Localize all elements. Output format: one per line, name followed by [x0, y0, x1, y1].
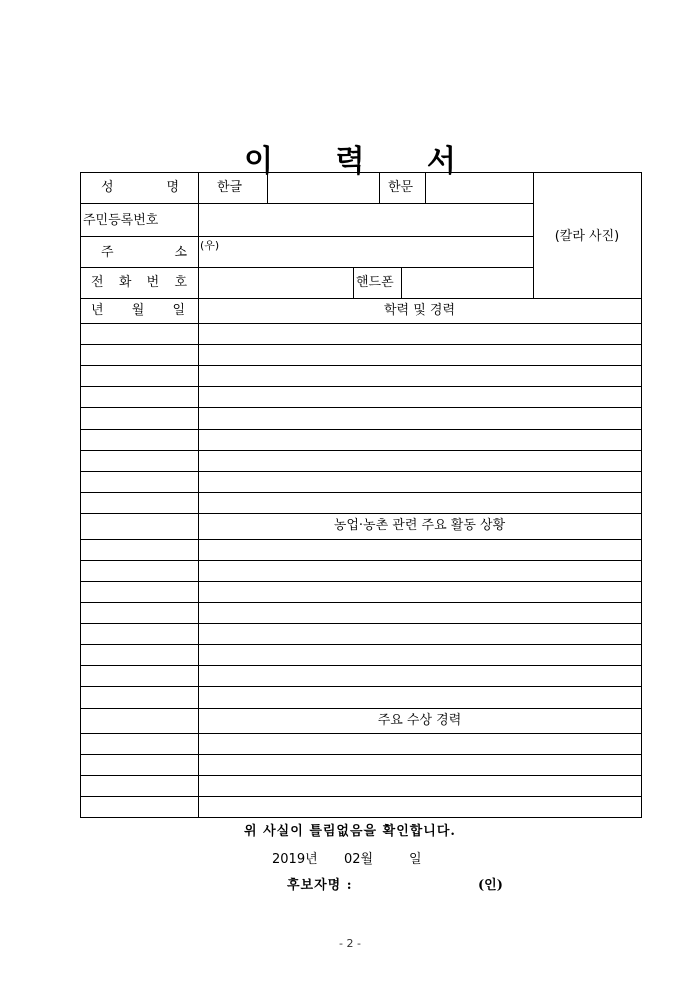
section-line [81, 298, 641, 299]
table-row[interactable] [81, 471, 641, 472]
mobile-label-right-divider [401, 267, 402, 298]
hanja-name-input[interactable] [428, 173, 532, 203]
table-row[interactable] [81, 754, 641, 755]
table-row[interactable] [81, 686, 641, 687]
mobile-input[interactable] [404, 268, 531, 298]
phone-label: 전 화 번 호 [91, 275, 187, 290]
section-line [81, 733, 641, 734]
section-line [81, 323, 641, 324]
section-line [81, 539, 641, 540]
phone-input[interactable] [201, 268, 351, 298]
confirmation-statement: 위 사실이 틀림없음을 확인합니다. [244, 824, 456, 839]
mobile-label: 핸드폰 [356, 275, 394, 290]
date-day: 일 [409, 852, 422, 867]
name-label: 성 명 [101, 180, 179, 195]
hanja-label-left-divider [379, 173, 380, 203]
section-line [81, 708, 641, 709]
date-column-divider [198, 298, 199, 817]
awards-header: 주요 수상 경력 [377, 713, 462, 728]
section-line [81, 513, 641, 514]
date-month: 02월 [344, 852, 374, 867]
activity-header: 농업·농촌 관련 주요 활동 상황 [333, 518, 506, 533]
table-row[interactable] [81, 344, 641, 345]
table-row[interactable] [81, 365, 641, 366]
table-row[interactable] [81, 450, 641, 451]
table-row[interactable] [81, 560, 641, 561]
address-label: 주 소 [101, 245, 187, 260]
mobile-label-left-divider [353, 267, 354, 298]
hanja-label: 한문 [388, 180, 414, 195]
seal-mark: (인) [478, 878, 503, 893]
photo-placeholder[interactable]: (칼라 사진) [554, 229, 620, 244]
table-row[interactable] [81, 665, 641, 666]
rrn-label: 주민등록번호 [83, 213, 159, 228]
candidate-name-label: 후보자명 : [287, 878, 353, 893]
table-row[interactable] [81, 644, 641, 645]
page-number: - 2 - [339, 937, 361, 950]
date-header: 년 월 일 [91, 303, 185, 318]
hangul-name-input[interactable] [270, 173, 377, 203]
table-row[interactable] [81, 581, 641, 582]
postal-code-prefix: (우) [200, 239, 220, 252]
table-row[interactable] [81, 386, 641, 387]
resume-table [80, 172, 642, 818]
candidate-name-input[interactable] [375, 870, 475, 892]
hanja-label-right-divider [425, 173, 426, 203]
document-title: 이 력 서 [244, 144, 482, 179]
table-row[interactable] [81, 602, 641, 603]
hangul-divider [267, 173, 268, 203]
rrn-input[interactable] [201, 204, 531, 236]
table-row[interactable] [81, 492, 641, 493]
date-year: 2019년 [272, 852, 318, 867]
history-header: 학력 및 경력 [383, 303, 456, 318]
table-row[interactable] [81, 796, 641, 797]
table-row[interactable] [81, 775, 641, 776]
hangul-label: 한글 [217, 180, 243, 195]
table-row[interactable] [81, 623, 641, 624]
address-input[interactable] [226, 237, 531, 267]
table-row[interactable] [81, 407, 641, 408]
table-row[interactable] [81, 429, 641, 430]
